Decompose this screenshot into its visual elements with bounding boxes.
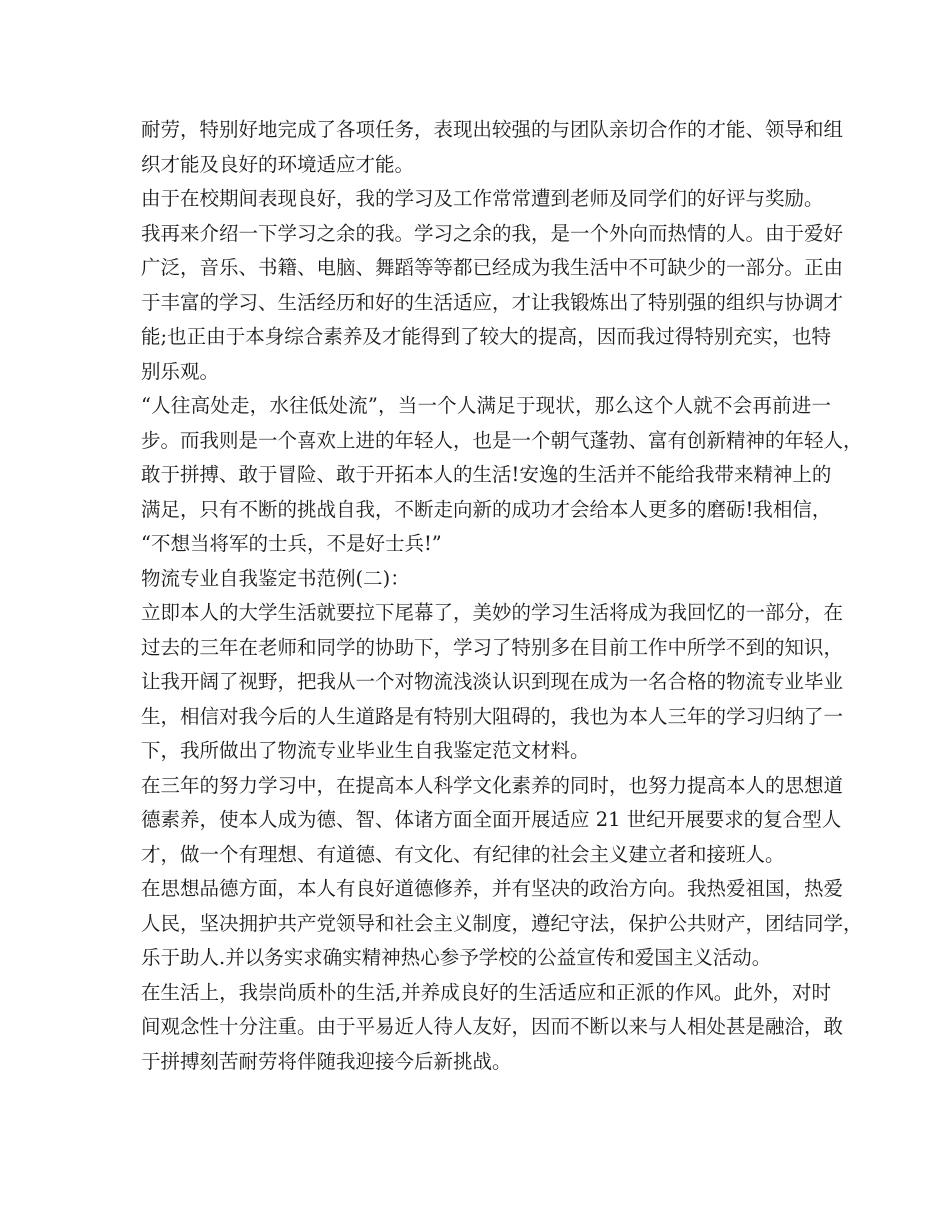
- text-line: 我再来介绍一下学习之余的我。学习之余的我，是一个外向而热情的人。由于爱好: [141, 221, 844, 245]
- text-line: 广泛，音乐、书籍、电脑、舞蹈等等都已经成为我生活中不可缺少的一部分。正由: [141, 256, 844, 279]
- document-body: [141, 113, 863, 1079]
- text-line: 于拼搏刻苦耐劳将伴随我迎接今后新挑战。: [141, 1049, 512, 1073]
- text-line: “不想当将军的士兵，不是好士兵!”: [141, 532, 442, 555]
- text-line: 德素养，使本人成为德、智、体诸方面全面开展适应 21 世纪开展要求的复合型人: [141, 808, 842, 831]
- text-line: 间观念性十分注重。由于平易近人待人友好，因而不断以来与人相处甚是融洽，敢: [141, 1015, 844, 1038]
- text-line: 在三年的努力学习中，在提高本人科学文化素养的同时，也努力提高本人的思想道: [141, 773, 844, 797]
- text-line: 立即本人的大学生活就要拉下尾幕了，美妙的学习生活将成为我回忆的一部分，在: [141, 601, 844, 624]
- text-line: 敢于拼搏、敢于冒险、敢于开拓本人的生活!安逸的生活并不能给我带来精神上的: [141, 463, 832, 486]
- text-line: 满足，只有不断的挑战自我，不断走向新的成功才会给本人更多的磨砺!我相信，: [141, 497, 832, 521]
- text-line: 让我开阔了视野，把我从一个对物流浅淡认识到现在成为一名合格的物流专业毕业: [141, 670, 844, 693]
- text-line: 在思想品德方面，本人有良好道德修养，并有坚决的政治方向。我热爱祖国，热爱: [141, 877, 844, 900]
- text-line: 才，做一个有理想、有道德、有文化、有纪律的社会主义建立者和接班人。: [141, 842, 785, 866]
- text-line: 步。而我则是一个喜欢上进的年轻人，也是一个朝气蓬勃、富有创新精神的年轻人，: [141, 428, 863, 452]
- text-line: “人往高处走，水往低处流”，当一个人满足于现状，那么这个人就不会再前进一: [141, 394, 831, 417]
- text-line: 耐劳，特别好地完成了各项任务，表现出较强的与团队亲切合作的才能、领导和组: [141, 118, 844, 141]
- text-line: 乐于助人.并以务实求确实精神热心参予学校的公益宣传和爱国主义活动。: [141, 946, 772, 969]
- text-line: 过去的三年在老师和同学的协助下，学习了特别多在目前工作中所学不到的知识，: [141, 635, 844, 659]
- text-line: 别乐观。: [141, 359, 220, 383]
- text-line: 织才能及良好的环境适应才能。: [141, 152, 415, 176]
- text-line: 人民，坚决拥护共产党领导和社会主义制度，遵纪守法，保护公共财产，团结同学，: [141, 911, 863, 935]
- text-line: 下，我所做出了物流专业毕业生自我鉴定范文材料。: [141, 739, 590, 762]
- text-line: 生，相信对我今后的人生道路是有特别大阻碍的，我也为本人三年的学习归纳了一: [141, 704, 844, 728]
- text-line: 在生活上，我崇尚质朴的生活,并养成良好的生活适应和正派的作风。此外，对时: [141, 980, 831, 1004]
- text-line: 由于在校期间表现良好，我的学习及工作常常遭到老师及同学们的好评与奖励。: [141, 187, 824, 210]
- text-line: 能;也正由于本身综合素养及才能得到了较大的提高，因而我过得特别充实，也特: [141, 325, 831, 348]
- text-line: 物流专业自我鉴定书范例(二)：: [141, 566, 410, 590]
- text-line: 于丰富的学习、生活经历和好的生活适应，才让我锻炼出了特别强的组织与协调才: [141, 290, 844, 314]
